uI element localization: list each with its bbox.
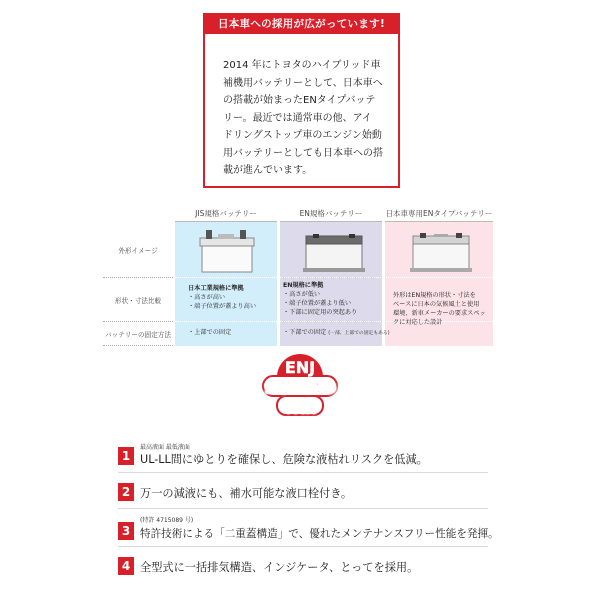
en-spec-bullet: ・高さが低い	[283, 291, 321, 298]
en-spec-bullet: ・端子位置が蓋より低い	[283, 300, 352, 307]
en-battery-image	[303, 230, 365, 274]
en-fix-note: (一部、上部での固定もある)	[328, 331, 390, 336]
badge-subtitle: 特徴	[284, 398, 315, 416]
enj-spec-line: ベースに日本の気候風土と使用	[393, 301, 480, 308]
feature-number: 4	[118, 557, 134, 575]
feature-divider	[118, 546, 488, 547]
feature-number: 2	[118, 483, 134, 501]
enj-spec-line: 環境、新車メーカーの要求スペッ	[393, 310, 486, 317]
en-fix	[283, 328, 390, 338]
feature-text: 特許技術による「二重蓋構造」で、優れたメンテナンスフリー性能を発揮。	[140, 528, 499, 540]
comparison-table	[103, 206, 493, 346]
feature-number: 3	[118, 522, 134, 540]
feature-divider	[118, 508, 488, 509]
row-label-fixing: バッテリーの固定方法	[103, 322, 173, 346]
info-body	[223, 57, 388, 180]
feature-number: 1	[118, 447, 134, 465]
info-line: 載が進んでいます。	[223, 165, 313, 176]
info-line: 用バッテリーとしても日本車への搭	[223, 147, 383, 159]
row-label-shape: 外形イメージ	[103, 222, 173, 278]
enj-spec	[393, 291, 486, 327]
row-label-dimensions: 形状・寸法比較	[103, 278, 173, 322]
enj-spec-line: クに対応した設計	[393, 319, 443, 326]
column-header-enj: 日本車専用ENタイプバッテリー	[385, 206, 493, 222]
feature-text: 全型式に一括排気構造、インジケータ、とってを採用。	[140, 561, 419, 574]
en-fix-label: ・下部での固定	[283, 329, 327, 336]
info-box	[203, 13, 400, 188]
jis-spec-title: 日本工業規格に準拠	[188, 285, 244, 292]
feature-text: 万一の減液にも、補水可能な液口栓付き。	[140, 487, 353, 500]
info-line: リー。最近では通常車の他、アイ	[223, 112, 372, 124]
info-line: 補機用バッテリーとして、日本車へ	[223, 77, 383, 89]
column-header-en: EN規格バッテリー	[280, 206, 382, 222]
info-line: ドリングストップ車のエンジン始動	[223, 130, 382, 141]
jis-spec-bullet: ・高さが高い	[188, 294, 226, 301]
info-line: 2014 年にトヨタのハイブリッド車	[223, 60, 381, 71]
row-divider	[175, 277, 493, 278]
info-header: 日本車への採用が広がっています!	[205, 15, 398, 34]
badge-subtitle: シリーズの	[262, 379, 338, 397]
feature-divider	[118, 472, 488, 473]
enj-spec-line: 外形はEN規格の形状・寸法を	[393, 292, 476, 299]
jis-battery-image	[198, 228, 256, 274]
jis-spec	[188, 284, 256, 311]
jis-fix: ・上部での固定	[188, 329, 232, 336]
enj-battery-image	[410, 230, 472, 274]
feature-patent: (特許 4715089 号)	[140, 517, 194, 524]
en-spec-bullet: ・下部に固定用の突起あり	[283, 309, 358, 316]
feature-note: 最高液面 最低液面	[140, 444, 190, 451]
column-header-jis: JIS規格バッテリー	[175, 206, 277, 222]
en-spec-title: EN規格に準拠	[283, 282, 324, 289]
jis-spec-bullet: ・端子位置が蓋より高い	[188, 303, 257, 310]
en-spec	[283, 281, 357, 317]
feature-text: UL-LL間にゆとりを確保し、危険な液枯れリスクを低減。	[140, 453, 428, 466]
badge-title: ENJ	[284, 358, 316, 377]
enj-series-badge	[254, 352, 346, 420]
info-line: の搭載が始まったENタイプバッテ	[223, 95, 376, 106]
